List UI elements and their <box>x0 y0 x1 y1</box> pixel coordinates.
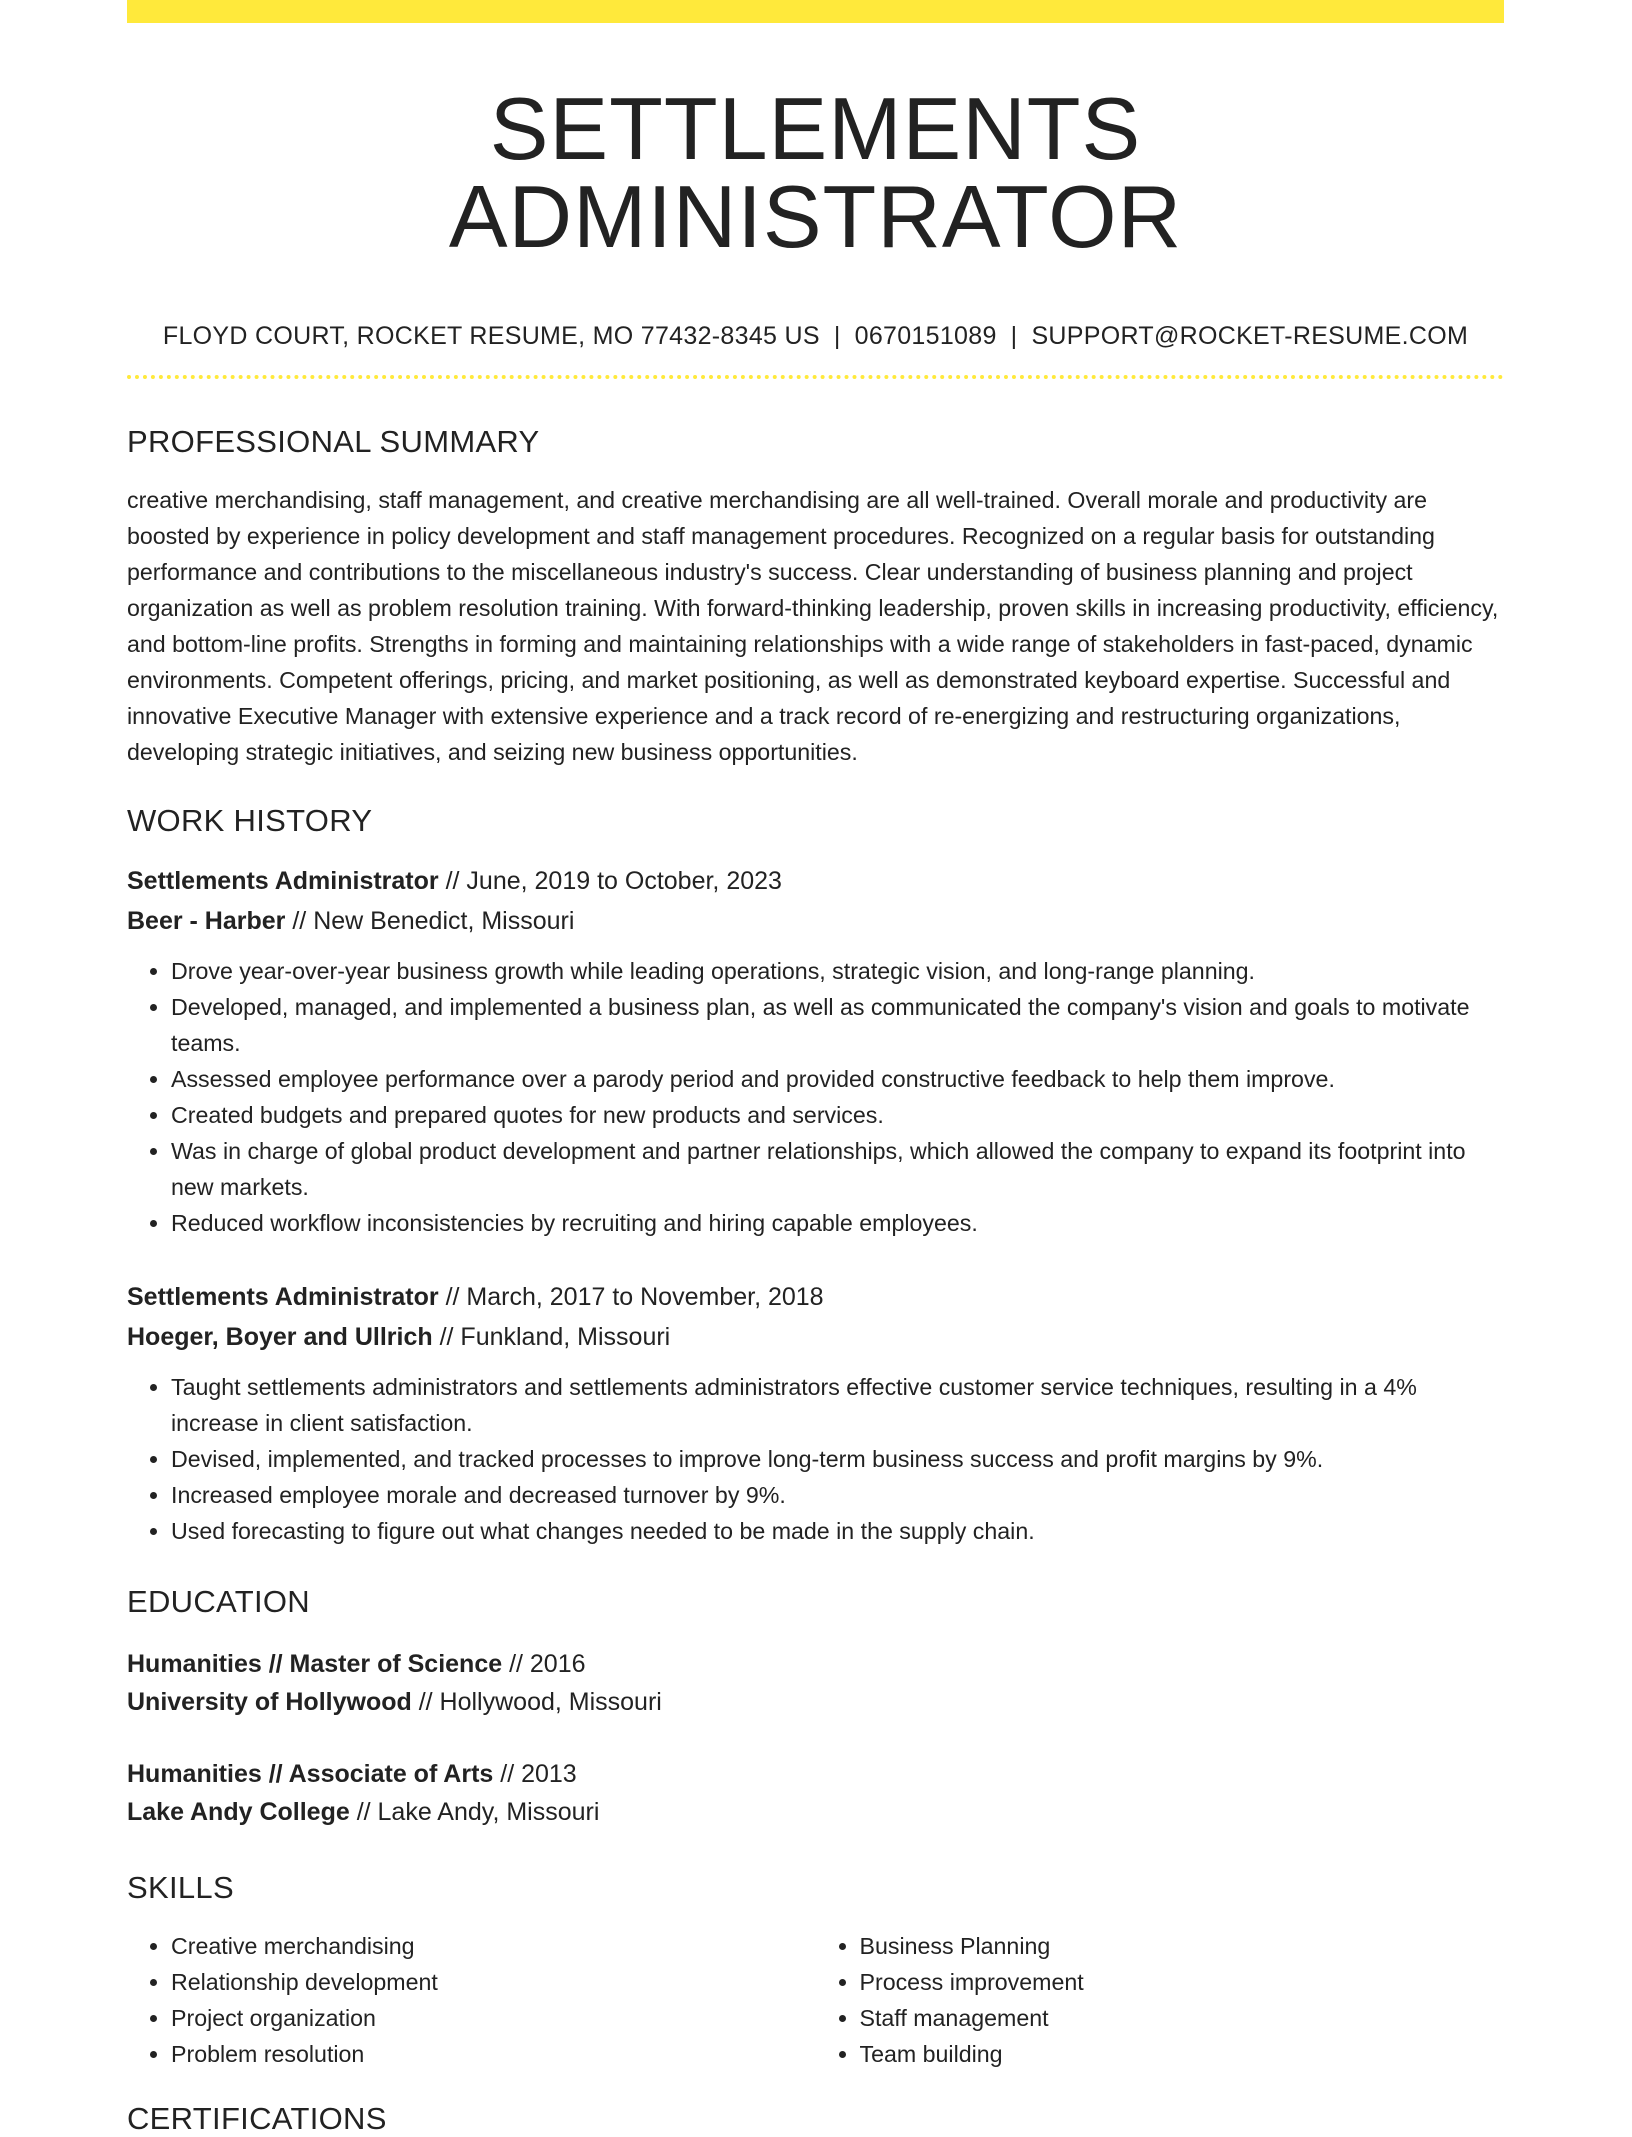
contact-phone[interactable]: 0670151089 <box>854 322 997 350</box>
summary-heading: PROFESSIONAL SUMMARY <box>127 424 540 459</box>
education-location: // Hollywood, Missouri <box>411 1687 662 1716</box>
contact-address: FLOYD COURT, ROCKET RESUME, MO 77432-8345 US <box>162 322 820 350</box>
job-dates: // March, 2017 to November, 2018 <box>438 1283 824 1312</box>
education-school: University of Hollywood <box>127 1687 412 1716</box>
summary-text: creative merchandising, staff management, and creative merchandising are all well-trained. Overall morale and productivity are boosted by experience in policy development and staff management procedures. Recognized on a regular basis for outstanding performance and contributions to the miscellaneous industry's success. Clear understanding of business planning and project organization as well as problem resolution training. With forward-thinking leadership, proven skills in increasing productivity, efficiency, and bottom-line profits. Strengths in forming and maintaining relationships with a wide range of stakeholders in fast-paced, dynamic environments. Competent offerings, pricing, and market positioning, as well as demonstrated keyboard expertise. Successful and innovative Executive Manager with extensive experience and a track record of re-energizing and restructuring organizations, developing strategic initiatives, and seizing new business opportunities. <box>127 487 1499 766</box>
job-bullet: • Created budgets and prepared quotes for new products and services. <box>171 1097 1504 1133</box>
education-entry <box>127 1645 1504 1721</box>
job-position: Settlements Administrator <box>127 867 439 896</box>
job-position: Settlements Administrator <box>127 1283 439 1312</box>
skill-item: • Relationship development <box>171 1964 816 2000</box>
skill-item: • Business Planning <box>860 1928 1505 1964</box>
job-bullet: • Increased employee morale and decreased turnover by 9%. <box>171 1477 1504 1513</box>
education-school-line <box>127 1683 1504 1721</box>
job-location: // New Benedict, Missouri <box>285 907 575 936</box>
job-company: Beer - Harber <box>127 907 286 936</box>
skills-column-left <box>127 1928 816 2072</box>
job-title-line <box>127 1277 1504 1317</box>
skill-item: • Project organization <box>171 2000 816 2036</box>
skills-column-right <box>816 1928 1505 2072</box>
job-bullet: • Developed, managed, and implemented a business plan, as well as communicated the company's vision and goals to motivate teams. <box>171 989 1504 1061</box>
skills-heading: SKILLS <box>127 1869 234 1905</box>
job-entry <box>127 861 1504 1241</box>
job-bullet: • Was in charge of global product development and partner relationships, which allowed the company to expand its footprint into new markets. <box>171 1133 1504 1205</box>
job-bullet: • Drove year-over-year business growth while leading operations, strategic vision, and long-range planning. <box>171 953 1504 989</box>
skill-item: • Staff management <box>860 2000 1505 2036</box>
education-location: // Lake Andy, Missouri <box>349 1797 600 1826</box>
contact-email[interactable]: SUPPORT@ROCKET-RESUME.COM <box>1031 322 1469 350</box>
job-bullet: • Devised, implemented, and tracked processes to improve long-term business success and profit margins by 9%. <box>171 1441 1504 1477</box>
work-history-heading: WORK HISTORY <box>127 803 373 839</box>
job-company-line <box>127 1317 1504 1357</box>
resume-page <box>127 0 1504 2137</box>
contact-line <box>127 321 1504 351</box>
education-degree: Humanities // Associate of Arts <box>127 1759 494 1788</box>
skill-item: • Creative merchandising <box>171 1928 816 1964</box>
job-bullet: • Reduced workflow inconsistencies by recruiting and hiring capable employees. <box>171 1205 1504 1241</box>
job-company-line <box>127 901 1504 941</box>
job-title-line <box>127 861 1504 901</box>
resume-name: SETTLEMENTS ADMINISTRATOR <box>448 79 1183 266</box>
education-entry <box>127 1755 1504 1831</box>
job-company: Hoeger, Boyer and Ullrich <box>127 1323 433 1352</box>
education-degree: Humanities // Master of Science <box>127 1649 503 1678</box>
job-dates: // June, 2019 to October, 2023 <box>438 867 782 896</box>
education-year: // 2016 <box>502 1649 586 1678</box>
job-bullet: • Taught settlements administrators and settlements administrators effective customer service techniques, resulting in a 4% increase in client satisfaction. <box>171 1369 1504 1441</box>
job-entry <box>127 1277 1504 1549</box>
job-bullets <box>127 953 1504 1241</box>
education-school: Lake Andy College <box>127 1797 350 1826</box>
job-bullet: • Used forecasting to figure out what changes needed to be made in the supply chain. <box>171 1513 1504 1549</box>
skill-item: • Team building <box>860 2036 1505 2072</box>
job-bullets <box>127 1369 1504 1549</box>
contact-separator: | <box>1010 322 1018 350</box>
job-location: // Funkland, Missouri <box>432 1323 671 1352</box>
education-degree-line <box>127 1645 1504 1683</box>
education-degree-line <box>127 1755 1504 1793</box>
skill-item: • Process improvement <box>860 1964 1505 2000</box>
job-bullet: • Assessed employee performance over a parody period and provided constructive feedback to help them improve. <box>171 1061 1504 1097</box>
certifications-heading: CERTIFICATIONS <box>127 2100 387 2136</box>
education-school-line <box>127 1793 1504 1831</box>
header-divider <box>127 375 1504 379</box>
skills-grid <box>127 1928 1504 2072</box>
education-year: // 2013 <box>493 1759 577 1788</box>
education-heading: EDUCATION <box>127 1584 310 1620</box>
skill-item: • Problem resolution <box>171 2036 816 2072</box>
contact-separator: | <box>833 322 841 350</box>
accent-bar <box>127 0 1504 23</box>
